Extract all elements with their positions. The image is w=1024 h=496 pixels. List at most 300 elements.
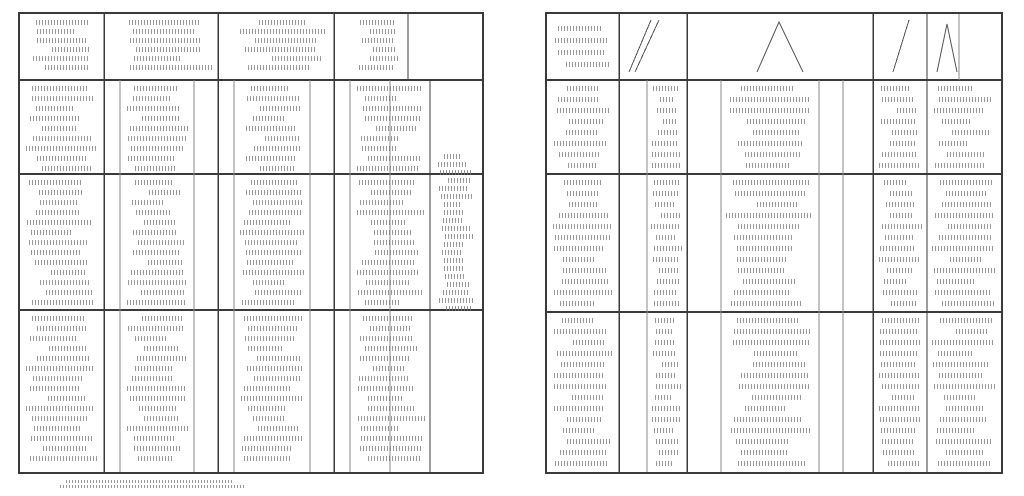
illegible-text-line: [654, 290, 677, 295]
illegible-text-line: [938, 351, 972, 356]
illegible-text-line: [358, 290, 423, 295]
illegible-text-line: [881, 362, 915, 367]
illegible-text-line: [883, 450, 915, 455]
illegible-text-line: [370, 56, 398, 61]
illegible-text-line: [734, 235, 792, 240]
illegible-text-line: [359, 65, 393, 70]
illegible-text-line: [651, 224, 681, 229]
illegible-text-line: [36, 210, 79, 215]
illegible-text-line: [932, 340, 994, 345]
illegible-text-line: [940, 417, 988, 422]
illegible-text-line: [128, 280, 188, 285]
illegible-text-line: [447, 282, 471, 287]
illegible-text-line: [48, 396, 87, 401]
illegible-text-line: [883, 290, 918, 295]
illegible-text-line: [879, 163, 919, 168]
illegible-text-line: [942, 202, 991, 207]
illegible-text-line: [733, 340, 809, 345]
illegible-text-line: [144, 416, 178, 421]
illegible-text-line: [567, 439, 610, 444]
illegible-text-line: [127, 426, 188, 431]
illegible-text-line: [137, 356, 186, 361]
illegible-text-line: [33, 136, 93, 141]
illegible-text-line: [657, 108, 678, 113]
illegible-text-line: [562, 279, 609, 284]
illegible-text-line: [32, 316, 85, 321]
illegible-text-line: [882, 384, 919, 389]
illegible-text-line: [253, 116, 284, 121]
illegible-text-line: [244, 456, 290, 461]
illegible-text-line: [746, 163, 791, 168]
illegible-text-line: [738, 461, 807, 466]
illegible-text-line: [242, 446, 291, 451]
illegible-text-line: [573, 340, 606, 345]
illegible-text-line: [35, 260, 87, 265]
illegible-text-line: [881, 86, 910, 91]
illegible-text-line: [360, 200, 404, 205]
illegible-text-line: [882, 439, 913, 444]
illegible-text-line: [554, 329, 608, 334]
illegible-text-line: [741, 450, 788, 455]
illegible-text-line: [135, 180, 174, 185]
illegible-text-line: [445, 274, 465, 279]
illegible-text-line: [240, 230, 304, 235]
illegible-text-line: [441, 194, 473, 199]
illegible-text-line: [939, 97, 993, 102]
illegible-text-line: [49, 346, 86, 351]
illegible-text-line: [360, 446, 423, 451]
illegible-text-line: [260, 166, 295, 171]
illegible-text-line: [737, 257, 788, 262]
illegible-text-line: [884, 180, 906, 185]
illegible-text-line: [136, 47, 202, 52]
illegible-text-line: [726, 213, 811, 218]
illegible-text-line: [128, 156, 176, 161]
illegible-text-line: [753, 362, 806, 367]
illegible-text-line: [881, 428, 916, 433]
illegible-text-line: [51, 270, 86, 275]
illegible-text-line: [653, 257, 680, 262]
illegible-text-line: [933, 362, 989, 367]
illegible-text-line: [148, 260, 182, 265]
illegible-text-line: [555, 235, 612, 240]
illegible-text-line: [446, 306, 471, 311]
illegible-text-line: [251, 86, 289, 91]
illegible-text-line: [45, 65, 90, 70]
illegible-text-line: [368, 456, 421, 461]
illegible-text-line: [130, 38, 201, 43]
illegible-text-line: [934, 384, 995, 389]
illegible-text-line: [558, 26, 602, 31]
illegible-text-line: [738, 224, 800, 229]
illegible-text-line: [734, 290, 790, 295]
illegible-text-line: [135, 366, 174, 371]
illegible-text-line: [564, 180, 601, 185]
illegible-text-line: [884, 279, 906, 284]
illegible-text-line: [357, 210, 424, 215]
left-sheet-content: [20, 14, 482, 472]
illegible-text-line: [559, 152, 601, 157]
illegible-text-line: [444, 258, 465, 263]
illegible-text-line: [950, 257, 983, 262]
illegible-text-line: [563, 268, 608, 273]
illegible-text-line: [882, 152, 917, 157]
illegible-text-line: [52, 47, 89, 52]
illegible-text-line: [36, 106, 75, 111]
illegible-text-line: [249, 210, 301, 215]
illegible-text-line: [557, 351, 612, 356]
illegible-text-line: [362, 38, 393, 43]
illegible-text-line: [360, 336, 413, 341]
illegible-text-line: [37, 156, 88, 161]
illegible-text-line: [255, 290, 301, 295]
illegible-text-line: [248, 346, 282, 351]
illegible-text-line: [882, 97, 915, 102]
illegible-text-line: [443, 290, 470, 295]
illegible-text-line: [373, 366, 405, 371]
illegible-text-line: [555, 38, 609, 43]
illegible-text-line: [357, 166, 420, 171]
illegible-text-line: [255, 38, 316, 43]
illegible-text-line: [444, 202, 462, 207]
illegible-text-line: [373, 47, 397, 52]
illegible-text-line: [879, 406, 921, 411]
illegible-text-line: [241, 396, 302, 401]
illegible-text-line: [932, 246, 994, 251]
illegible-text-line: [37, 29, 76, 34]
illegible-text-line: [886, 202, 914, 207]
illegible-text-line: [937, 279, 975, 284]
illegible-text-line: [659, 268, 679, 273]
illegible-text-line: [554, 246, 605, 251]
illegible-text-line: [934, 108, 985, 113]
illegible-text-line: [365, 346, 419, 351]
illegible-text-line: [368, 406, 416, 411]
illegible-text-line: [135, 336, 168, 341]
illegible-text-line: [890, 213, 913, 218]
illegible-text-line: [752, 395, 801, 400]
illegible-text-line: [554, 373, 604, 378]
illegible-text-line: [559, 213, 610, 218]
illegible-text-line: [244, 386, 290, 391]
illegible-text-line: [654, 180, 679, 185]
illegible-text-line: [32, 86, 89, 91]
illegible-text-line: [741, 373, 810, 378]
illegible-text-line: [246, 126, 297, 131]
illegible-text-line: [363, 316, 413, 321]
illegible-text-line: [554, 141, 607, 146]
illegible-text-line: [940, 318, 994, 323]
illegible-text-line: [30, 456, 98, 461]
illegible-text-line: [272, 56, 321, 61]
illegible-text-line: [34, 426, 81, 431]
illegible-text-line: [567, 191, 599, 196]
illegible-text-line: [371, 190, 411, 195]
illegible-text-line: [734, 329, 811, 334]
illegible-text-line: [29, 240, 87, 245]
illegible-text-line: [247, 366, 303, 371]
illegible-text-line: [248, 406, 287, 411]
illegible-text-line: [357, 270, 419, 275]
illegible-text-line: [882, 318, 920, 323]
illegible-text-line: [660, 97, 675, 102]
illegible-text-line: [444, 154, 462, 159]
illegible-text-line: [375, 250, 418, 255]
illegible-text-line: [935, 163, 985, 168]
illegible-text-line: [948, 224, 991, 229]
illegible-text-line: [655, 202, 676, 207]
left-schedule-sheet: [18, 12, 484, 474]
illegible-text-line: [40, 200, 77, 205]
illegible-text-line: [376, 126, 417, 131]
illegible-text-line: [365, 116, 421, 121]
illegible-text-line: [245, 336, 296, 341]
illegible-text-line: [37, 326, 86, 331]
illegible-text-line: [134, 56, 182, 61]
illegible-text-line: [738, 268, 785, 273]
illegible-text-line: [655, 395, 673, 400]
illegible-text-line: [442, 250, 462, 255]
illegible-text-line: [127, 386, 187, 391]
illegible-text-line: [438, 162, 468, 167]
illegible-text-line: [553, 224, 612, 229]
illegible-text-line: [130, 65, 213, 70]
illegible-text-line: [32, 416, 87, 421]
illegible-text-line: [563, 257, 596, 262]
illegible-text-line: [135, 166, 175, 171]
illegible-text-line: [946, 191, 987, 196]
illegible-text-line: [652, 417, 680, 422]
illegible-text-line: [558, 97, 600, 102]
illegible-text-line: [897, 108, 918, 113]
illegible-text-line: [365, 96, 398, 101]
illegible-text-line: [892, 395, 915, 400]
illegible-text-line: [374, 240, 415, 245]
illegible-text-line: [358, 416, 425, 421]
illegible-text-line: [131, 270, 183, 275]
illegible-text-line: [32, 96, 95, 101]
illegible-text-line: [890, 191, 913, 196]
illegible-text-line: [735, 191, 806, 196]
illegible-text-line: [659, 450, 680, 455]
illegible-text-line: [554, 384, 606, 389]
illegible-text-line: [652, 406, 682, 411]
illegible-text-line: [554, 406, 604, 411]
illegible-text-line: [359, 180, 416, 185]
illegible-text-line: [131, 146, 185, 151]
illegible-text-line: [243, 270, 304, 275]
illegible-text-line: [260, 106, 300, 111]
illegible-text-line: [880, 246, 915, 251]
illegible-text-line: [737, 318, 800, 323]
illegible-text-line: [142, 316, 184, 321]
illegible-text-line: [26, 146, 96, 151]
illegible-text-line: [253, 200, 302, 205]
illegible-text-line: [572, 395, 605, 400]
illegible-text-line: [133, 250, 180, 255]
illegible-text-line: [935, 290, 991, 295]
illegible-text-line: [370, 29, 396, 34]
right-schedule-sheet: [545, 12, 1003, 474]
illegible-text-line: [730, 97, 811, 102]
illegible-text-line: [127, 106, 181, 111]
illegible-text-line: [661, 213, 680, 218]
illegible-text-line: [658, 130, 679, 135]
illegible-text-line: [655, 340, 676, 345]
right-sheet-content: [547, 14, 1001, 472]
illegible-text-line: [132, 200, 164, 205]
illegible-text-line: [557, 108, 611, 113]
illegible-text-line: [736, 439, 790, 444]
illegible-text-line: [361, 436, 424, 441]
illegible-text-line: [43, 446, 86, 451]
illegible-text-line: [31, 436, 93, 441]
illegible-text-line: [36, 20, 89, 25]
illegible-text-line: [563, 428, 596, 433]
illegible-text-line: [247, 260, 295, 265]
illegible-text-line: [40, 280, 91, 285]
illegible-text-line: [360, 356, 410, 361]
illegible-text-line: [956, 329, 987, 334]
illegible-text-line: [247, 96, 301, 101]
illegible-text-line: [940, 180, 993, 185]
illegible-text-line: [361, 136, 399, 141]
illegible-text-line: [66, 480, 232, 483]
illegible-text-line: [245, 47, 317, 52]
illegible-text-line: [363, 106, 421, 111]
illegible-text-line: [881, 119, 916, 124]
illegible-text-line: [656, 373, 676, 378]
illegible-text-line: [60, 485, 246, 488]
illegible-text-line: [362, 146, 397, 151]
illegible-text-line: [942, 119, 972, 124]
illegible-text-line: [880, 351, 919, 356]
illegible-text-line: [753, 130, 801, 135]
illegible-text-line: [133, 96, 171, 101]
illegible-text-line: [879, 257, 921, 262]
illegible-text-line: [42, 166, 93, 171]
illegible-text-line: [31, 230, 71, 235]
footer-note-strip: [18, 478, 318, 492]
illegible-text-line: [887, 268, 913, 273]
illegible-text-line: [246, 156, 297, 161]
illegible-text-line: [569, 202, 599, 207]
illegible-text-line: [370, 326, 411, 331]
illegible-text-line: [652, 141, 679, 146]
illegible-text-line: [939, 141, 969, 146]
illegible-text-line: [33, 376, 83, 381]
illegible-text-line: [128, 326, 184, 331]
illegible-text-line: [443, 218, 462, 223]
illegible-text-line: [562, 318, 594, 323]
illegible-text-line: [739, 384, 810, 389]
illegible-text-line: [880, 340, 920, 345]
illegible-text-line: [745, 406, 787, 411]
illegible-text-line: [359, 376, 408, 381]
illegible-text-line: [138, 456, 172, 461]
illegible-text-line: [133, 29, 196, 34]
illegible-text-line: [136, 210, 172, 215]
illegible-text-line: [888, 461, 920, 466]
illegible-text-line: [366, 280, 411, 285]
illegible-text-line: [240, 29, 325, 34]
illegible-text-line: [938, 86, 972, 91]
illegible-text-line: [663, 119, 678, 124]
illegible-text-line: [253, 280, 285, 285]
illegible-text-line: [947, 152, 984, 157]
illegible-text-line: [27, 220, 91, 225]
illegible-text-line: [444, 242, 464, 247]
illegible-text-line: [731, 428, 810, 433]
illegible-text-line: [561, 362, 605, 367]
illegible-text-line: [134, 436, 175, 441]
illegible-text-line: [657, 279, 680, 284]
illegible-text-line: [244, 220, 290, 225]
illegible-text-line: [730, 108, 810, 113]
illegible-text-line: [653, 351, 677, 356]
illegible-text-line: [745, 152, 801, 157]
illegible-text-line: [371, 220, 405, 225]
illegible-text-line: [440, 170, 471, 175]
illegible-text-line: [29, 180, 82, 185]
illegible-text-line: [246, 190, 303, 195]
illegible-text-line: [259, 20, 306, 25]
illegible-text-line: [130, 126, 188, 131]
illegible-text-line: [655, 318, 674, 323]
illegible-text-line: [885, 235, 915, 240]
illegible-text-line: [360, 20, 396, 25]
illegible-text-line: [142, 116, 181, 121]
illegible-text-line: [244, 436, 302, 441]
illegible-text-line: [368, 396, 404, 401]
illegible-text-line: [128, 136, 188, 141]
illegible-text-line: [26, 406, 93, 411]
illegible-text-line: [882, 224, 922, 229]
illegible-text-line: [133, 230, 177, 235]
illegible-text-line: [439, 298, 475, 303]
illegible-text-line: [558, 50, 606, 55]
illegible-text-line: [444, 210, 464, 215]
illegible-text-line: [757, 202, 799, 207]
illegible-text-line: [654, 428, 675, 433]
illegible-text-line: [37, 356, 89, 361]
illegible-text-line: [892, 130, 918, 135]
illegible-text-line: [144, 220, 175, 225]
illegible-text-line: [130, 396, 186, 401]
illegible-text-line: [656, 235, 675, 240]
illegible-text-line: [30, 336, 77, 341]
illegible-text-line: [46, 290, 93, 295]
illegible-text-line: [39, 190, 84, 195]
illegible-text-line: [357, 86, 422, 91]
illegible-text-line: [242, 300, 295, 305]
illegible-text-line: [944, 395, 977, 400]
illegible-text-line: [942, 301, 994, 306]
illegible-text-line: [743, 279, 796, 284]
illegible-text-line: [654, 301, 681, 306]
illegible-text-line: [33, 56, 90, 61]
illegible-text-line: [662, 362, 680, 367]
illegible-text-line: [891, 301, 916, 306]
illegible-text-line: [566, 130, 598, 135]
illegible-text-line: [134, 86, 179, 91]
illegible-text-line: [141, 290, 186, 295]
illegible-text-line: [134, 446, 182, 451]
illegible-text-line: [365, 300, 400, 305]
illegible-text-line: [747, 119, 805, 124]
illegible-text-line: [246, 250, 302, 255]
illegible-text-line: [265, 136, 299, 141]
